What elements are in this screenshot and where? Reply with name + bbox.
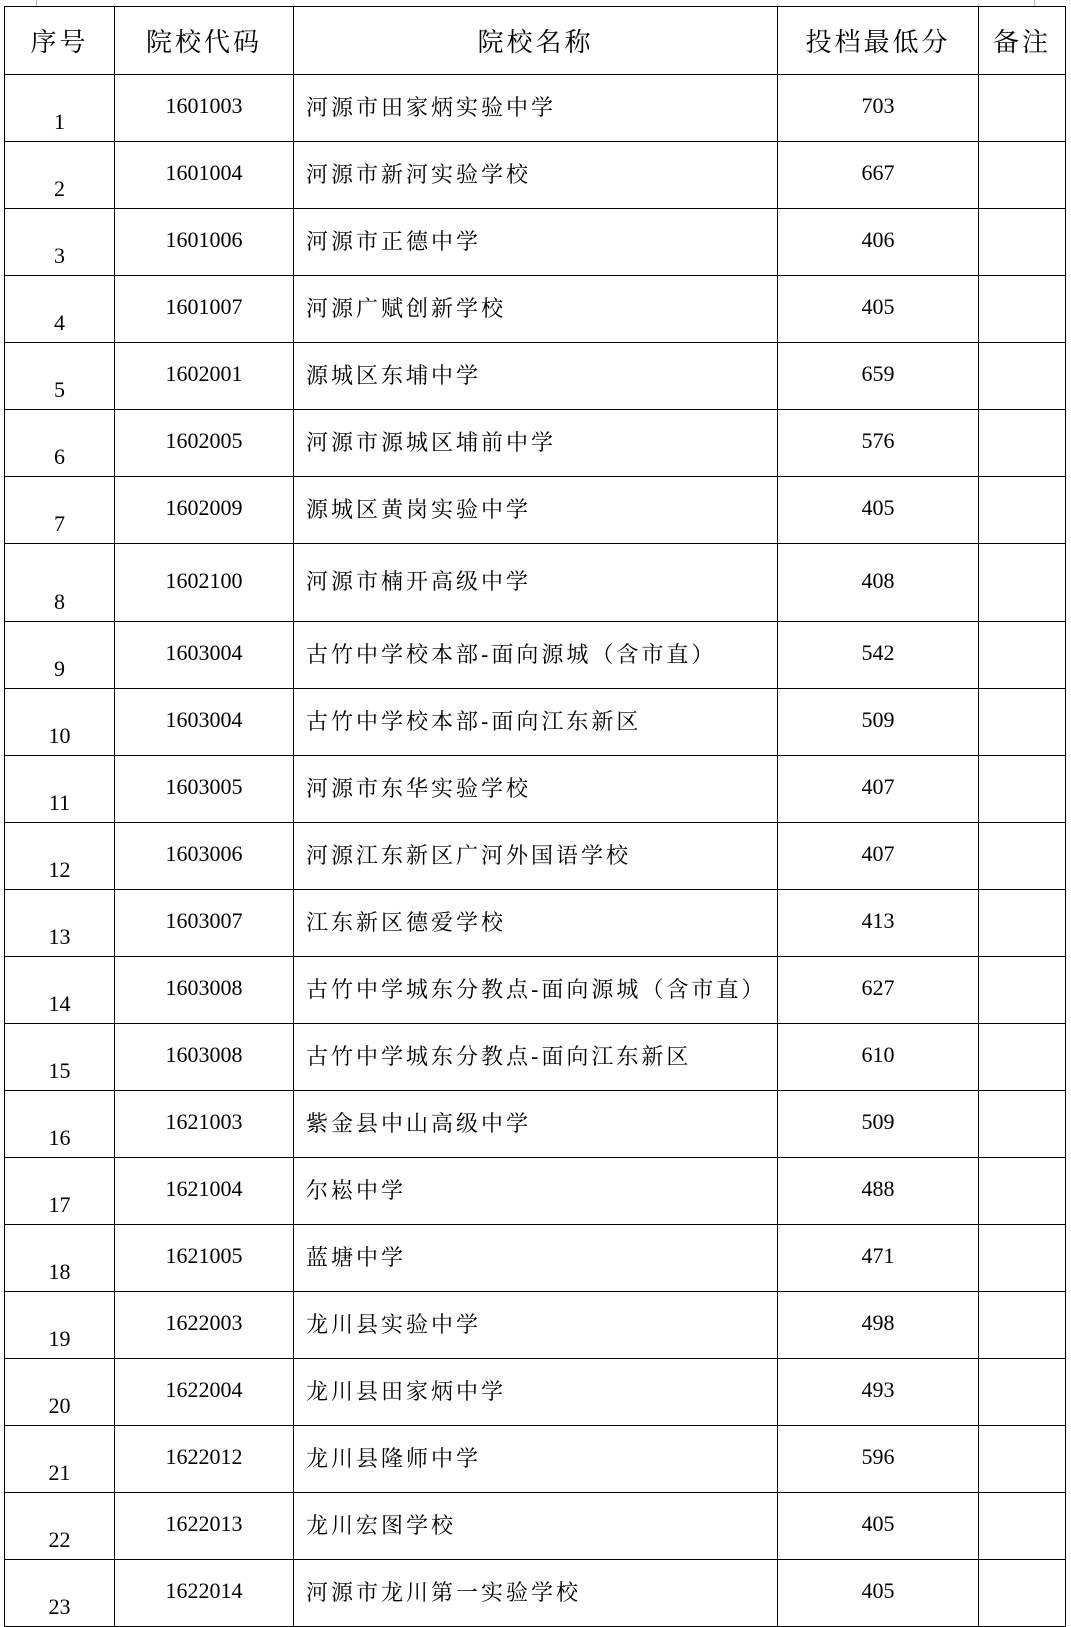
code-cell: 1603007 bbox=[115, 890, 294, 957]
note-cell bbox=[979, 1225, 1066, 1292]
table-row bbox=[5, 1493, 1066, 1560]
name-cell: 河源市新河实验学校 bbox=[294, 142, 778, 209]
note-cell bbox=[979, 1091, 1066, 1158]
name-cell: 蓝塘中学 bbox=[294, 1225, 778, 1292]
table-row bbox=[5, 1091, 1066, 1158]
table-header-row bbox=[5, 7, 1066, 75]
note-cell bbox=[979, 1493, 1066, 1560]
name-cell: 源城区东埔中学 bbox=[294, 343, 778, 410]
score-cell: 659 bbox=[778, 343, 979, 410]
table-row bbox=[5, 756, 1066, 823]
seq-cell: 14 bbox=[5, 957, 115, 1024]
header-score: 投档最低分 bbox=[778, 7, 979, 75]
score-cell: 406 bbox=[778, 209, 979, 276]
code-cell: 1602100 bbox=[115, 544, 294, 622]
code-cell: 1603006 bbox=[115, 823, 294, 890]
note-cell bbox=[979, 477, 1066, 544]
table-row bbox=[5, 890, 1066, 957]
score-cell: 498 bbox=[778, 1292, 979, 1359]
name-cell: 尔崧中学 bbox=[294, 1158, 778, 1225]
name-cell: 河源市楠开高级中学 bbox=[294, 544, 778, 622]
note-cell bbox=[979, 756, 1066, 823]
table-row bbox=[5, 957, 1066, 1024]
table-row bbox=[5, 689, 1066, 756]
note-cell bbox=[979, 209, 1066, 276]
seq-cell: 15 bbox=[5, 1024, 115, 1091]
note-cell bbox=[979, 276, 1066, 343]
header-note: 备注 bbox=[979, 7, 1066, 75]
name-cell: 龙川县实验中学 bbox=[294, 1292, 778, 1359]
code-cell: 1601004 bbox=[115, 142, 294, 209]
table-row bbox=[5, 1158, 1066, 1225]
seq-cell: 7 bbox=[5, 477, 115, 544]
score-cell: 576 bbox=[778, 410, 979, 477]
seq-cell: 3 bbox=[5, 209, 115, 276]
table-row bbox=[5, 142, 1066, 209]
name-cell: 古竹中学城东分教点-面向江东新区 bbox=[294, 1024, 778, 1091]
seq-cell: 17 bbox=[5, 1158, 115, 1225]
code-cell: 1602001 bbox=[115, 343, 294, 410]
note-cell bbox=[979, 1426, 1066, 1493]
note-cell bbox=[979, 75, 1066, 142]
note-cell bbox=[979, 544, 1066, 622]
code-cell: 1603008 bbox=[115, 1024, 294, 1091]
name-cell: 古竹中学校本部-面向源城（含市直） bbox=[294, 622, 778, 689]
code-cell: 1621003 bbox=[115, 1091, 294, 1158]
note-cell bbox=[979, 890, 1066, 957]
seq-cell: 12 bbox=[5, 823, 115, 890]
seq-cell: 21 bbox=[5, 1426, 115, 1493]
code-cell: 1622014 bbox=[115, 1560, 294, 1627]
score-cell: 407 bbox=[778, 756, 979, 823]
code-cell: 1621005 bbox=[115, 1225, 294, 1292]
name-cell: 古竹中学校本部-面向江东新区 bbox=[294, 689, 778, 756]
name-cell: 龙川宏图学校 bbox=[294, 1493, 778, 1560]
code-cell: 1602009 bbox=[115, 477, 294, 544]
seq-cell: 13 bbox=[5, 890, 115, 957]
name-cell: 江东新区德爱学校 bbox=[294, 890, 778, 957]
name-cell: 河源市龙川第一实验学校 bbox=[294, 1560, 778, 1627]
table-row bbox=[5, 276, 1066, 343]
note-cell bbox=[979, 689, 1066, 756]
score-cell: 627 bbox=[778, 957, 979, 1024]
table-row bbox=[5, 622, 1066, 689]
code-cell: 1601006 bbox=[115, 209, 294, 276]
note-cell bbox=[979, 622, 1066, 689]
name-cell: 河源市源城区埔前中学 bbox=[294, 410, 778, 477]
score-cell: 488 bbox=[778, 1158, 979, 1225]
note-cell bbox=[979, 343, 1066, 410]
table-row bbox=[5, 544, 1066, 622]
note-cell bbox=[979, 1024, 1066, 1091]
name-cell: 河源江东新区广河外国语学校 bbox=[294, 823, 778, 890]
seq-cell: 11 bbox=[5, 756, 115, 823]
code-cell: 1603004 bbox=[115, 622, 294, 689]
name-cell: 河源市田家炳实验中学 bbox=[294, 75, 778, 142]
note-cell bbox=[979, 957, 1066, 1024]
admission-score-table bbox=[4, 6, 1066, 1627]
score-cell: 667 bbox=[778, 142, 979, 209]
note-cell bbox=[979, 1292, 1066, 1359]
name-cell: 紫金县中山高级中学 bbox=[294, 1091, 778, 1158]
note-cell bbox=[979, 142, 1066, 209]
seq-cell: 1 bbox=[5, 75, 115, 142]
score-cell: 408 bbox=[778, 544, 979, 622]
note-cell bbox=[979, 1158, 1066, 1225]
score-cell: 407 bbox=[778, 823, 979, 890]
score-cell: 471 bbox=[778, 1225, 979, 1292]
note-cell bbox=[979, 823, 1066, 890]
seq-cell: 23 bbox=[5, 1560, 115, 1627]
name-cell: 河源广赋创新学校 bbox=[294, 276, 778, 343]
name-cell: 源城区黄岗实验中学 bbox=[294, 477, 778, 544]
seq-cell: 2 bbox=[5, 142, 115, 209]
table-row bbox=[5, 343, 1066, 410]
seq-cell: 19 bbox=[5, 1292, 115, 1359]
score-cell: 509 bbox=[778, 689, 979, 756]
code-cell: 1622004 bbox=[115, 1359, 294, 1426]
code-cell: 1603004 bbox=[115, 689, 294, 756]
note-cell bbox=[979, 1359, 1066, 1426]
seq-cell: 20 bbox=[5, 1359, 115, 1426]
score-cell: 405 bbox=[778, 477, 979, 544]
score-cell: 542 bbox=[778, 622, 979, 689]
seq-cell: 18 bbox=[5, 1225, 115, 1292]
code-cell: 1621004 bbox=[115, 1158, 294, 1225]
score-cell: 413 bbox=[778, 890, 979, 957]
seq-cell: 6 bbox=[5, 410, 115, 477]
code-cell: 1622003 bbox=[115, 1292, 294, 1359]
table-row bbox=[5, 477, 1066, 544]
score-cell: 703 bbox=[778, 75, 979, 142]
table-row bbox=[5, 410, 1066, 477]
score-cell: 405 bbox=[778, 276, 979, 343]
code-cell: 1622012 bbox=[115, 1426, 294, 1493]
seq-cell: 22 bbox=[5, 1493, 115, 1560]
seq-cell: 5 bbox=[5, 343, 115, 410]
seq-cell: 10 bbox=[5, 689, 115, 756]
table-row bbox=[5, 1292, 1066, 1359]
table-row bbox=[5, 1225, 1066, 1292]
seq-cell: 8 bbox=[5, 544, 115, 622]
code-cell: 1601007 bbox=[115, 276, 294, 343]
table-row bbox=[5, 1426, 1066, 1493]
code-cell: 1622013 bbox=[115, 1493, 294, 1560]
name-cell: 龙川县隆师中学 bbox=[294, 1426, 778, 1493]
code-cell: 1601003 bbox=[115, 75, 294, 142]
score-cell: 405 bbox=[778, 1493, 979, 1560]
table-body bbox=[5, 75, 1066, 1627]
score-cell: 509 bbox=[778, 1091, 979, 1158]
table-row bbox=[5, 75, 1066, 142]
score-cell: 610 bbox=[778, 1024, 979, 1091]
code-cell: 1603008 bbox=[115, 957, 294, 1024]
code-cell: 1603005 bbox=[115, 756, 294, 823]
name-cell: 龙川县田家炳中学 bbox=[294, 1359, 778, 1426]
header-code: 院校代码 bbox=[115, 7, 294, 75]
table-row bbox=[5, 1359, 1066, 1426]
code-cell: 1602005 bbox=[115, 410, 294, 477]
header-seq: 序号 bbox=[5, 7, 115, 75]
score-cell: 493 bbox=[778, 1359, 979, 1426]
name-cell: 河源市正德中学 bbox=[294, 209, 778, 276]
table-row bbox=[5, 1560, 1066, 1627]
note-cell bbox=[979, 410, 1066, 477]
seq-cell: 4 bbox=[5, 276, 115, 343]
header-name: 院校名称 bbox=[294, 7, 778, 75]
name-cell: 古竹中学城东分教点-面向源城（含市直） bbox=[294, 957, 778, 1024]
seq-cell: 9 bbox=[5, 622, 115, 689]
score-cell: 596 bbox=[778, 1426, 979, 1493]
name-cell: 河源市东华实验学校 bbox=[294, 756, 778, 823]
score-cell: 405 bbox=[778, 1560, 979, 1627]
table-row bbox=[5, 823, 1066, 890]
table-row bbox=[5, 1024, 1066, 1091]
table-row bbox=[5, 209, 1066, 276]
note-cell bbox=[979, 1560, 1066, 1627]
seq-cell: 16 bbox=[5, 1091, 115, 1158]
